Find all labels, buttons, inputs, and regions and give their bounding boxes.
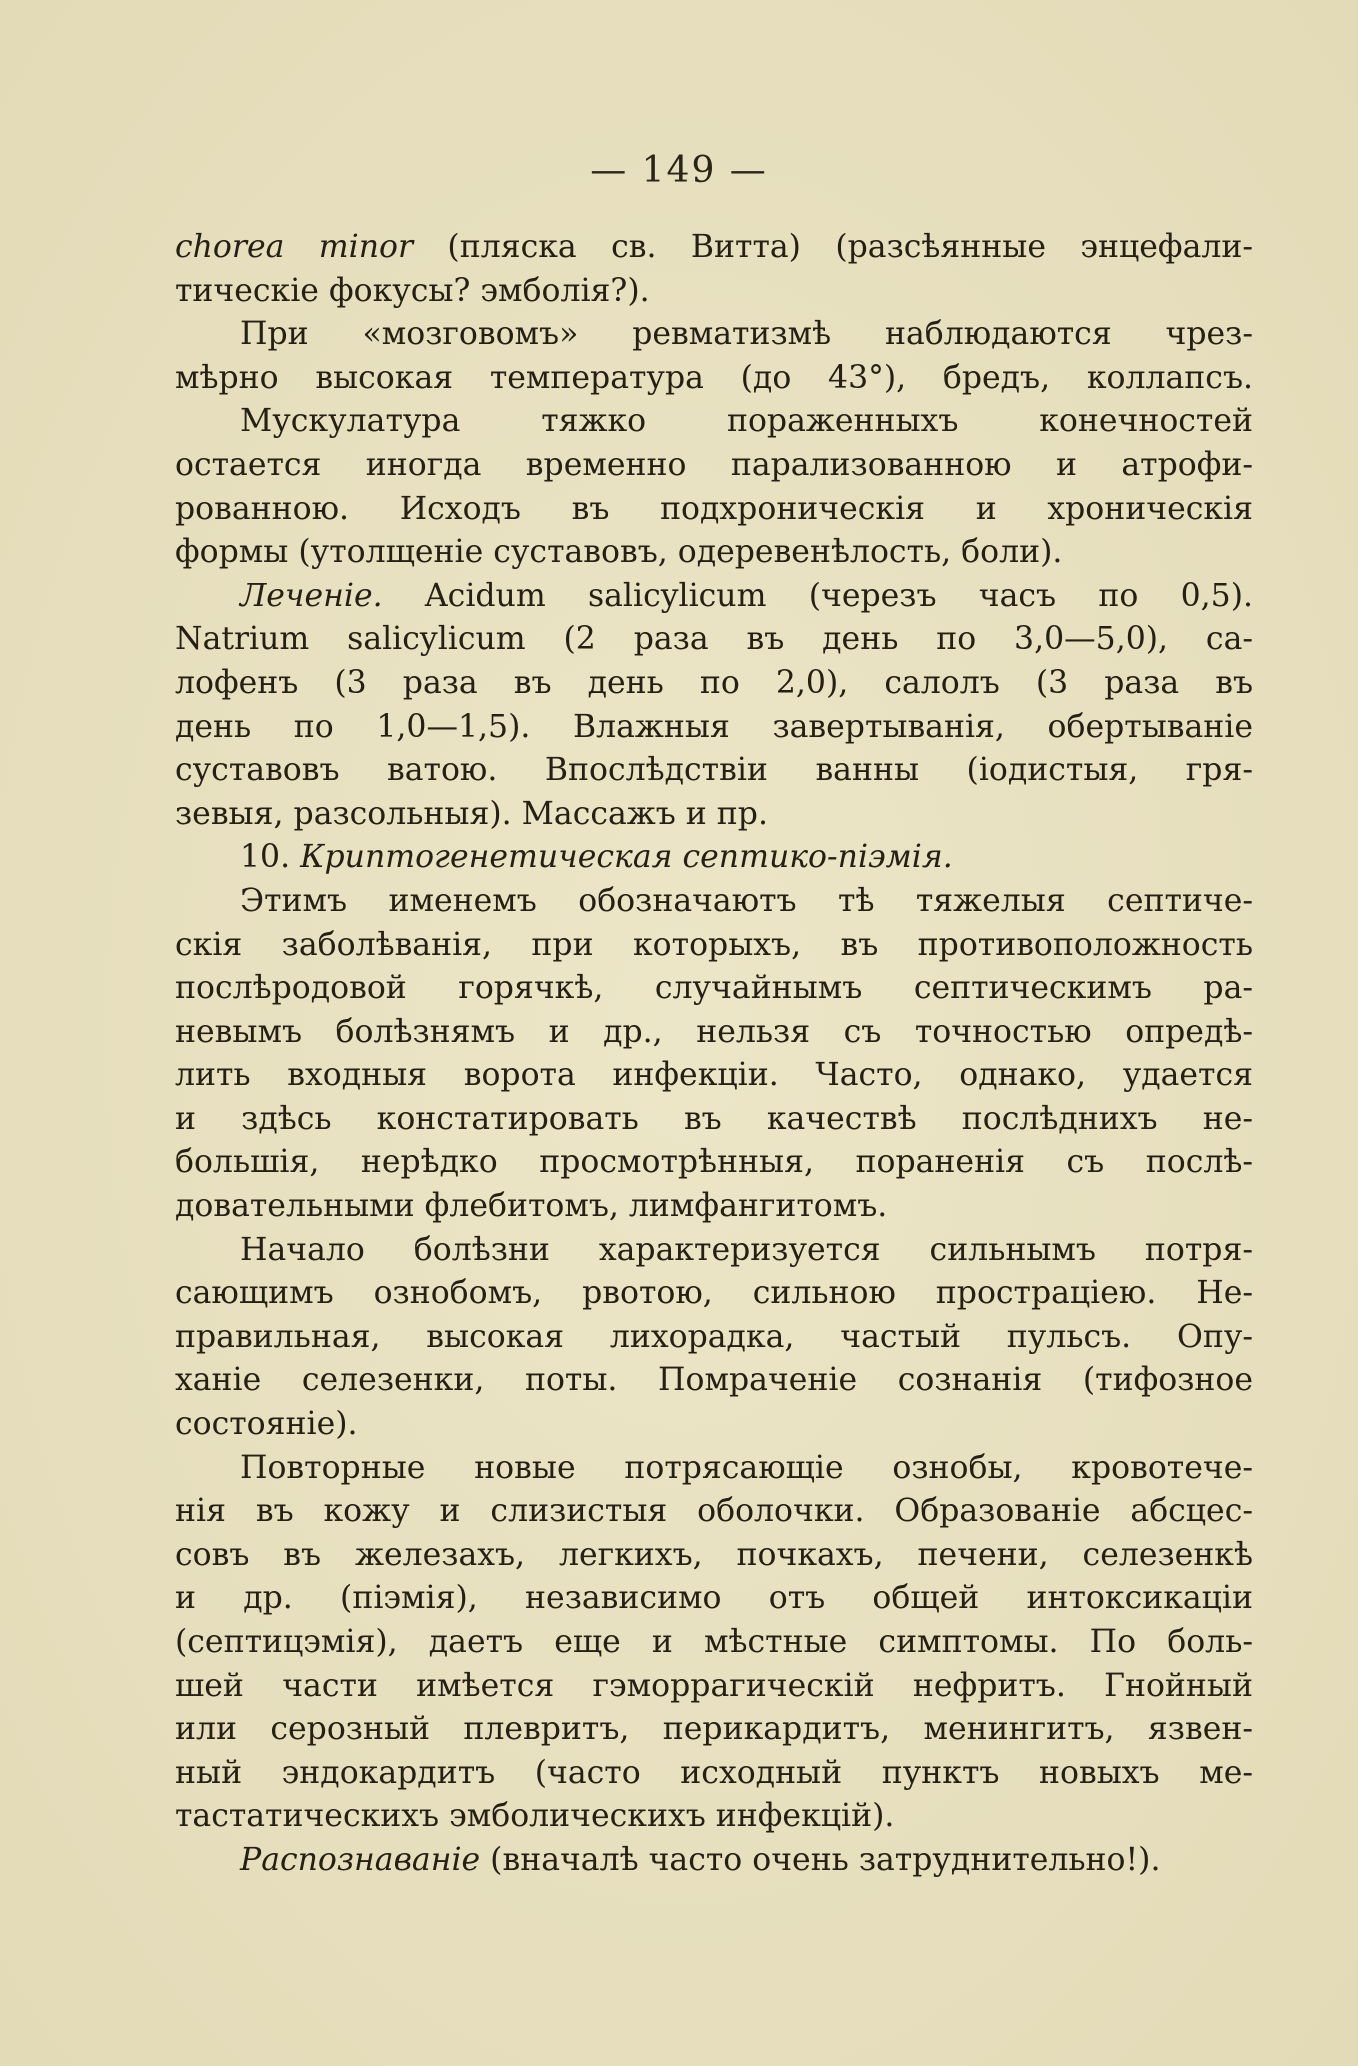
text-line <box>175 488 1253 532</box>
text-segment: нія въ кожу и слизистыя оболочки. Образованіе абсцес- <box>175 1493 1253 1530</box>
text-line <box>175 226 1253 270</box>
page-number: — 149 — <box>590 150 768 191</box>
text-segment: мѣрно высокая температура (до 43°), бредъ, коллапсъ. <box>175 359 1253 396</box>
text-line <box>175 1621 1253 1665</box>
text-line <box>175 1141 1253 1185</box>
text-segment: совъ въ железахъ, легкихъ, почкахъ, печени, селезенкѣ <box>175 1536 1253 1573</box>
text-segment: При «мозговомъ» ревматизмѣ наблюдаются чрез- <box>240 316 1253 353</box>
text-segment: тическіе фокусы? эмболія?). <box>175 272 650 309</box>
text-line <box>175 400 1253 444</box>
text-segment: или серозный плевритъ, перикардитъ, менингитъ, язвен- <box>175 1711 1253 1748</box>
text-segment: состояніе). <box>175 1406 358 1443</box>
text-segment: (септицэмія), даетъ еще и мѣстные симптомы. По боль- <box>175 1624 1253 1660</box>
text-segment: Повторные новые потрясающіе ознобы, кровотече- <box>240 1449 1253 1486</box>
text-segment: 10. <box>240 839 301 876</box>
text-segment: шей части имѣется гэморрагическій нефритъ. Гнойный <box>175 1667 1253 1704</box>
text-segment: лить входныя ворота инфекціи. Часто, однако, удается <box>175 1057 1253 1094</box>
text-segment: тастатическихъ эмболическихъ инфекцій). <box>175 1798 895 1835</box>
text-segment: формы (утолщеніе суставовъ, одеревенѣлость, боли). <box>175 534 1063 571</box>
text-segment: Acidum salicylicum (черезъ часъ по 0,5). <box>382 577 1253 614</box>
text-segment: большія, нерѣдко просмотрѣнныя, пораненія съ послѣ- <box>175 1144 1253 1181</box>
text-segment: зевыя, разсольныя). Массажъ и пр. <box>175 795 768 832</box>
text-line <box>175 1054 1253 1098</box>
text-line <box>175 270 1253 314</box>
text-line <box>175 531 1253 575</box>
text-segment: суставовъ ватою. Впослѣдствіи ванны (іодистыя, гря- <box>175 752 1253 789</box>
text-segment: Мускулатура тяжко пораженныхъ конечностей <box>240 403 1253 440</box>
text-line <box>175 618 1253 662</box>
text-line <box>175 575 1253 619</box>
text-line <box>175 880 1253 924</box>
text-line <box>175 793 1253 837</box>
text-line <box>175 706 1253 750</box>
italic-text: Леченіе. <box>240 577 383 614</box>
text-segment: скія заболѣванія, при которыхъ, въ противоположность <box>175 926 1253 963</box>
text-segment: (вначалѣ часто очень затруднительно!). <box>480 1841 1161 1878</box>
text-line <box>175 1665 1253 1709</box>
text-line <box>175 662 1253 706</box>
text-segment: Этимъ именемъ обозначаютъ тѣ тяжелыя септиче- <box>240 882 1253 919</box>
italic-text: chorea minor <box>175 229 414 265</box>
text-line <box>175 967 1253 1011</box>
text-line <box>175 1795 1253 1839</box>
body-text <box>175 226 1253 1883</box>
text-line <box>175 1752 1253 1796</box>
text-segment: лофенъ (3 раза въ день по 2,0), салолъ (3 раза въ <box>175 664 1253 701</box>
text-line <box>175 1098 1253 1142</box>
text-line <box>175 1577 1253 1621</box>
text-line <box>175 1011 1253 1055</box>
text-segment: и др. (пiэмія), независимо отъ общей интоксикаціи <box>175 1580 1253 1617</box>
text-segment: правильная, высокая лихорадка, частый пульсъ. Опу- <box>175 1318 1253 1355</box>
text-line <box>175 1272 1253 1316</box>
text-segment: Начало болѣзни характеризуется сильнымъ потря- <box>240 1231 1253 1268</box>
text-line <box>175 1403 1253 1447</box>
text-segment: Natrium salicylicum (2 раза въ день по 3,0—5,0), са- <box>175 621 1253 658</box>
text-segment: сающимъ ознобомъ, рвотою, сильною прострацiею. Не- <box>175 1275 1253 1312</box>
text-line <box>175 1185 1253 1229</box>
text-segment: остается иногда временно парализованною и атрофи- <box>175 446 1253 483</box>
text-line <box>175 313 1253 357</box>
text-segment: рованною. Исходъ въ подхроническія и хроническія <box>175 490 1253 527</box>
text-segment: день по 1,0—1,5). Влажныя завертыванія, обертываніе <box>175 708 1253 745</box>
text-segment: ный эндокардитъ (часто исходный пунктъ новыхъ ме- <box>175 1754 1253 1791</box>
text-line <box>175 1359 1253 1403</box>
text-line <box>175 924 1253 968</box>
text-segment: (пляска св. Витта) (разсѣянные энцефали- <box>413 229 1253 265</box>
text-segment: довательными флебитомъ, лимфангитомъ. <box>175 1188 888 1225</box>
text-line <box>175 749 1253 793</box>
text-line <box>175 1316 1253 1360</box>
text-segment: послѣродовой горячкѣ, случайнымъ септическимъ ра- <box>175 970 1253 1007</box>
italic-text: Распознаваніе <box>240 1841 481 1878</box>
text-line <box>175 1534 1253 1578</box>
text-segment: невымъ болѣзнямъ и др., нельзя съ точностью опредѣ- <box>175 1013 1253 1050</box>
text-line <box>175 1229 1253 1273</box>
text-line <box>175 357 1253 401</box>
text-line <box>175 444 1253 488</box>
text-line <box>175 1839 1253 1883</box>
text-line <box>175 1708 1253 1752</box>
text-segment: и здѣсь констатировать въ качествѣ послѣднихъ не- <box>175 1100 1253 1137</box>
text-line <box>175 1490 1253 1534</box>
italic-text: Криптогенетическая септико-пiэмія. <box>300 839 953 876</box>
text-line <box>175 836 1253 880</box>
text-segment: ханіе селезенки, поты. Помраченіе сознанія (тифозное <box>175 1362 1253 1399</box>
text-line <box>175 1447 1253 1491</box>
